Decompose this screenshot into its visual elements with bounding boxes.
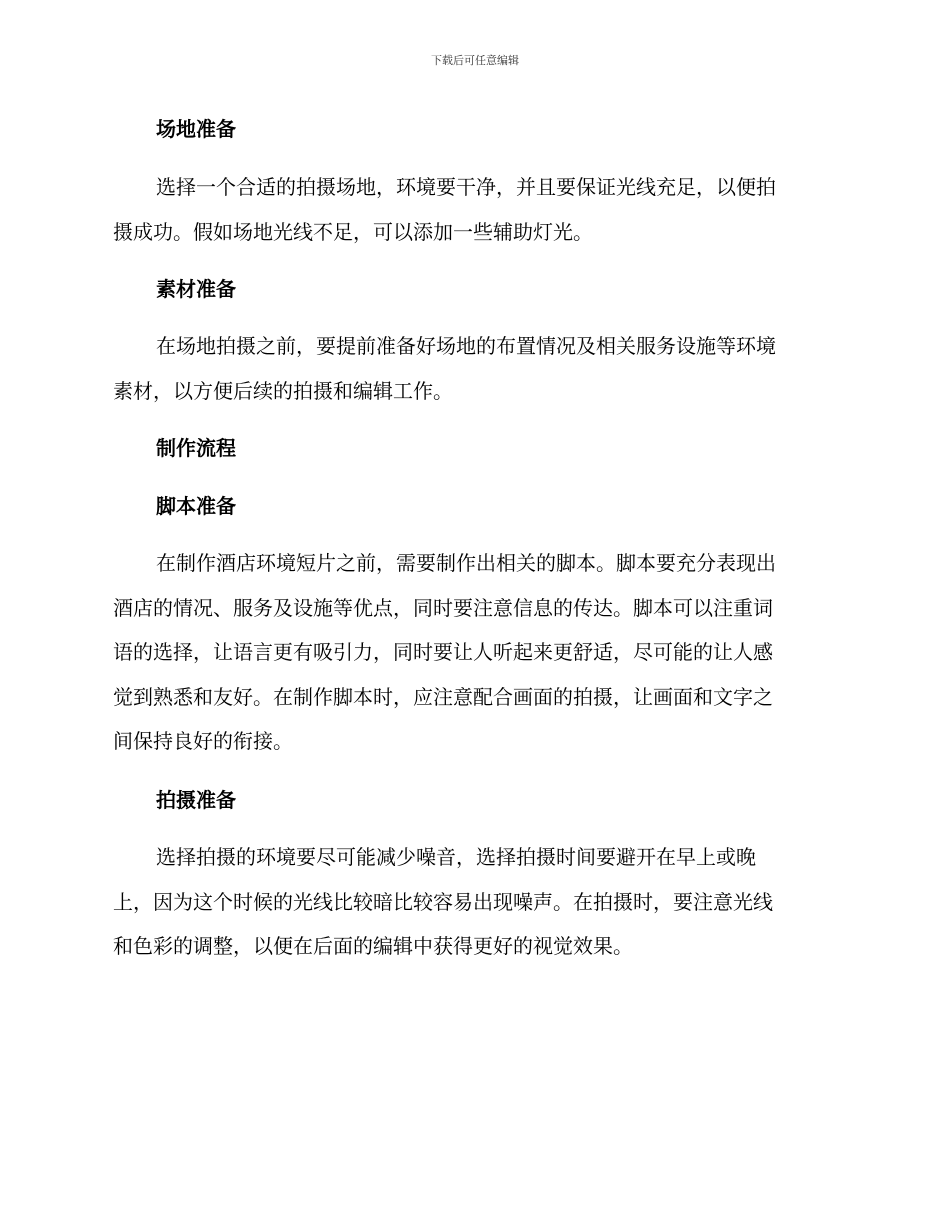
paragraph-line: 间保持良好的衔接。 [113, 729, 293, 754]
section-paragraph-shooting [113, 842, 853, 961]
section-paragraph-materials [113, 331, 853, 406]
section-heading-shooting: 拍摄准备 [156, 788, 236, 812]
section-heading-process: 制作流程 [156, 436, 236, 460]
paragraph-line: 语的选择，让语言更有吸引力，同时要让人听起来更舒适，尽可能的让人感 [113, 640, 773, 665]
section-heading-script: 脚本准备 [156, 494, 236, 518]
paragraph-line: 选择一个合适的拍摄场地，环境要干净，并且要保证光线充足，以便拍 [156, 175, 776, 199]
section-paragraph-venue [113, 172, 853, 247]
paragraph-line: 上，因为这个时候的光线比较暗比较容易出现噪声。在拍摄时，要注意光线 [113, 889, 773, 914]
paragraph-line: 在场地拍摄之前，要提前准备好场地的布置情况及相关服务设施等环境 [156, 334, 776, 358]
paragraph-line: 选择拍摄的环境要尽可能减少噪音，选择拍摄时间要避开在早上或晚 [156, 845, 756, 869]
paragraph-line: 和色彩的调整，以便在后面的编辑中获得更好的视觉效果。 [113, 934, 633, 959]
section-paragraph-script [113, 548, 853, 756]
section-heading-venue: 场地准备 [156, 117, 236, 141]
paragraph-line: 在制作酒店环境短片之前，需要制作出相关的脚本。脚本要充分表现出 [156, 551, 776, 575]
paragraph-line: 酒店的情况、服务及设施等优点，同时要注意信息的传达。脚本可以注重词 [113, 595, 773, 620]
paragraph-line: 摄成功。假如场地光线不足，可以添加一些辅助灯光。 [113, 219, 593, 244]
section-heading-materials: 素材准备 [156, 277, 236, 301]
page-header: 下载后可任意编辑 [431, 54, 519, 67]
paragraph-line: 素材，以方便后续的拍摄和编辑工作。 [113, 378, 453, 403]
paragraph-line: 觉到熟悉和友好。在制作脚本时，应注意配合画面的拍摄，让画面和文字之 [113, 684, 773, 709]
